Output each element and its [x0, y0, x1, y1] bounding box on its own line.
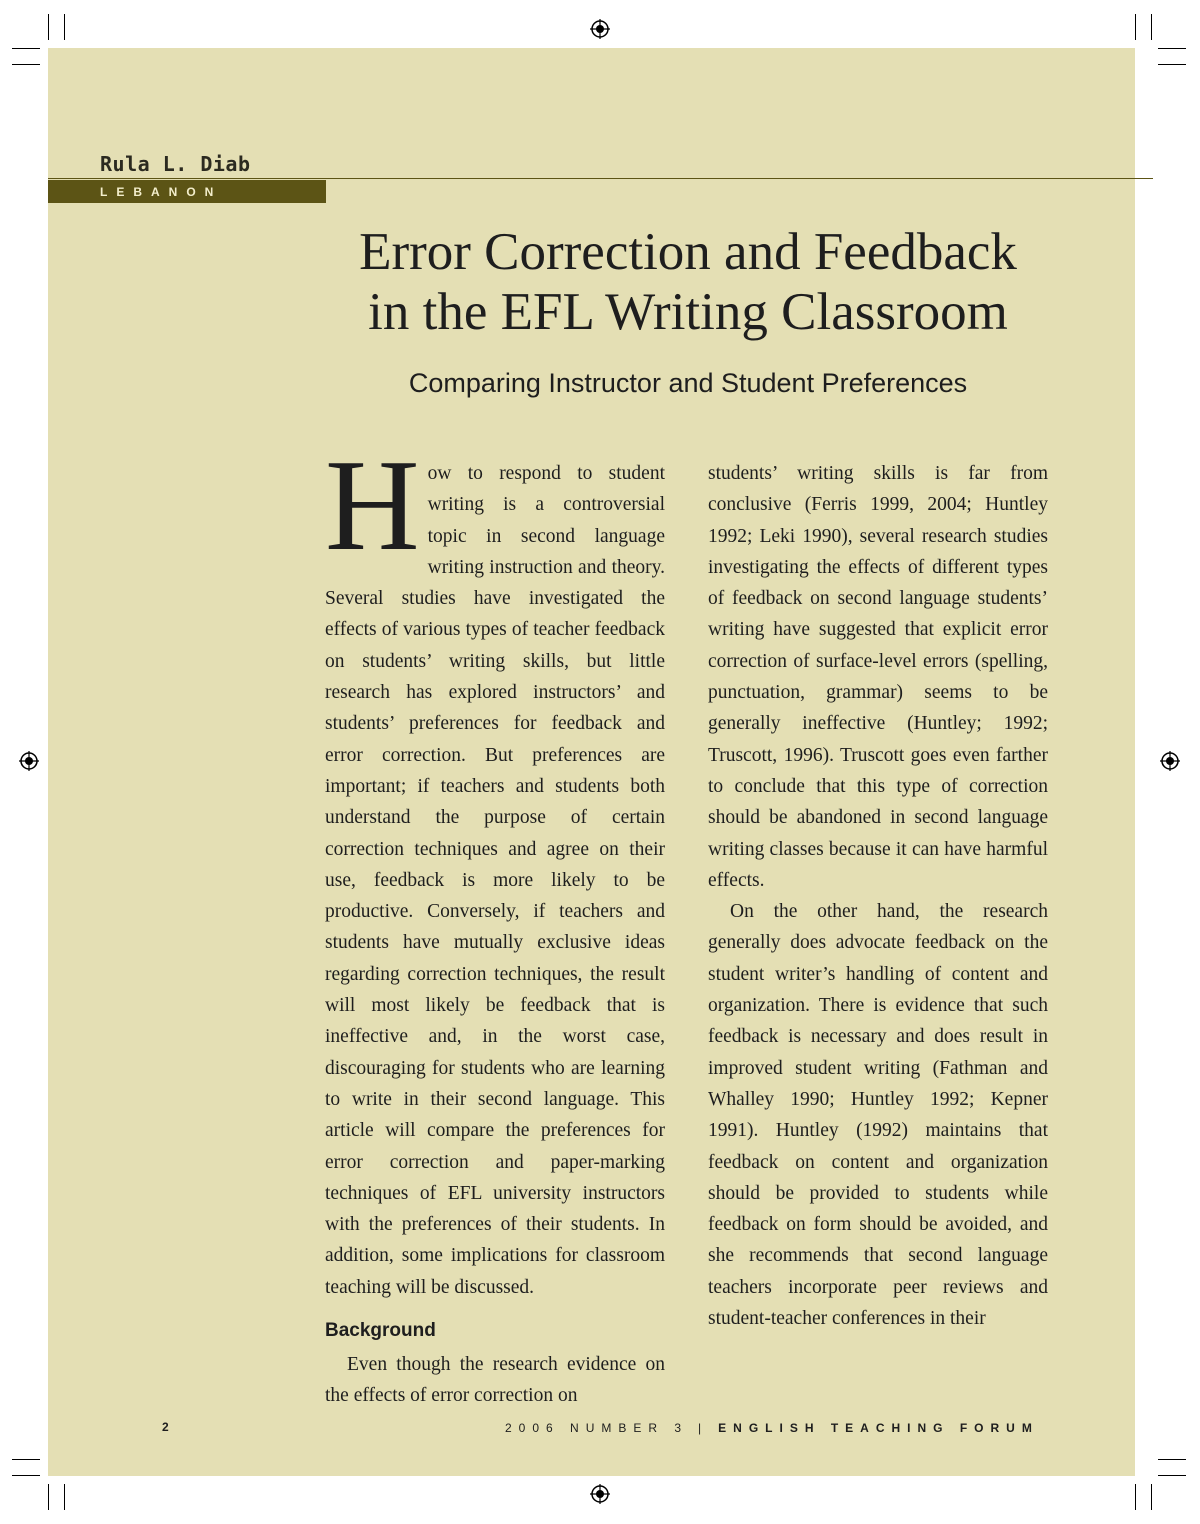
- article-title: [330, 222, 1046, 342]
- section-heading: Background: [325, 1320, 436, 1342]
- page-number: 2: [162, 1420, 169, 1434]
- intro-paragraph: [325, 433, 665, 1303]
- author-name: Rula L. Diab: [100, 152, 251, 176]
- registration-mark-icon: [590, 19, 610, 39]
- intro-text: ow to respond to student writing is a controversial topic in second language writing instruction and theory. Several studies have investigated the effects of various types of teacher feedback on students’ writing skills, but little research has explored instructors’ and students’ preferences for feedback and error correction. But preferences are important; if teachers and students both understand the purpose of certain correction techniques and agree on their use, feedback is more likely to be productive. Conversely, if teachers and students have mutually exclusive ideas regarding correction techniques, the result will most likely be feedback that is ineffective and, in the worst case, discouraging for students who are learning to write in their second language. This article will compare the preferences for error correction and paper-marking techniques of EFL university instructors with the preferences of their students. In addition, some implications for classroom teaching will be discussed.: [325, 463, 665, 1298]
- article-subtitle: Comparing Instructor and Student Preferences: [408, 368, 968, 398]
- registration-mark-icon: [19, 751, 39, 771]
- header-rule: [48, 178, 1153, 179]
- background-paragraph: Even though the research evidence on the effects of error correction on: [325, 1354, 665, 1407]
- drop-cap: H: [325, 433, 420, 578]
- right-column: [708, 458, 1048, 1334]
- title-line-2: in the EFL Writing Classroom: [368, 283, 1008, 341]
- footer-separator: |: [698, 1421, 709, 1435]
- registration-mark-icon: [1160, 751, 1180, 771]
- title-line-1: Error Correction and Feedback: [359, 223, 1017, 281]
- footer-issue: 2006 NUMBER 3: [505, 1421, 689, 1435]
- left-column: [325, 433, 665, 1412]
- body-paragraph: On the other hand, the research generally does advocate feedback on the student writer’s handling of content and organization. There is evidence that such feedback is necessary and does result in improved student writing (Fathman and Whalley 1990; Huntley 1992; Kepner 1991). Huntley (1992) maintains that feedback on content and organization should be provided to students while feedback on form should be avoided, and she recommends that second language teachers incorporate peer reviews and student-teacher conferences in their: [708, 901, 1048, 1330]
- registration-mark-icon: [590, 1484, 610, 1504]
- body-paragraph: students’ writing skills is far from conclusive (Ferris 1999, 2004; Huntley 1992; Leki 1990), several research studies investigating the effects of different types of feedback on second language students’ writing have suggested that explicit error correction of surface-level errors (spelling, punctuation, grammar) seems to be generally ineffective (Huntley; 1992; Truscott, 1996). Truscott goes even farther to conclude that this type of correction should be abandoned in second language writing classes because it can have harmful effects.: [708, 463, 1048, 891]
- footer-publication: [505, 1421, 1050, 1435]
- footer-journal: ENGLISH TEACHING FORUM: [718, 1421, 1039, 1435]
- country-label: LEBANON: [100, 185, 223, 199]
